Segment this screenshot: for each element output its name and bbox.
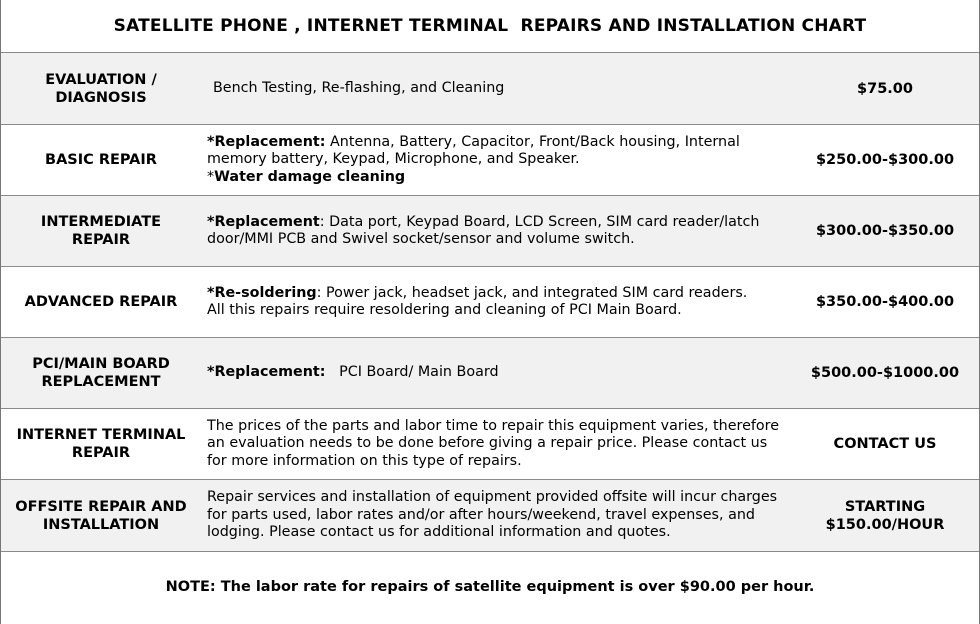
- contact-us-label: CONTACT US: [833, 436, 937, 452]
- chart-title: SATELLITE PHONE , INTERNET TERMINAL REPAIRS AND INSTALLATION CHART: [1, 0, 979, 53]
- description-text: The prices of the parts and labor time to repair this equipment varies, therefore an evaluation needs to be done before giving a repair price. Please contact us for more information on this type of repairs.: [207, 417, 780, 469]
- table-row-advanced-repair: [1, 267, 979, 338]
- service-description: [201, 285, 791, 320]
- service-description: [201, 418, 791, 471]
- service-name-line2: INSTALLATION: [42, 516, 160, 533]
- table-row-internet-terminal: [1, 409, 979, 480]
- service-name: [1, 71, 201, 107]
- price-line1: STARTING: [844, 498, 926, 515]
- service-description: [201, 364, 791, 382]
- description-prefix: *: [207, 168, 215, 185]
- service-price: $350.00-$400.00: [815, 294, 955, 310]
- table-row-offsite: [1, 480, 979, 552]
- table-row-basic-repair: [1, 125, 979, 196]
- price-line2: $150.00/HOUR: [825, 516, 945, 533]
- service-name: [1, 498, 201, 534]
- service-name-line1: INTERMEDIATE: [40, 214, 162, 230]
- service-name-line2: REPLACEMENT: [41, 374, 161, 390]
- description-bold: *Replacement:: [207, 133, 326, 150]
- service-price: $75.00: [857, 80, 913, 97]
- service-name-line1: EVALUATION /: [45, 71, 157, 88]
- service-name: [1, 213, 201, 249]
- service-price: $250.00-$300.00: [815, 152, 955, 168]
- description-text-2: All this repairs require resoldering and cleaning of PCI Main Board.: [207, 302, 682, 318]
- description-text: : Power jack, headset jack, and integrated SIM card readers.: [316, 284, 748, 301]
- description-text: : Data port, Keypad Board, LCD Screen, SIM card reader/latch door/MMI PCB and Swivel socket/sensor and volume switch.: [207, 213, 760, 247]
- service-name-line2: REPAIR: [71, 232, 131, 248]
- service-name: BASIC REPAIR: [45, 152, 157, 168]
- description-text: Antenna, Battery, Capacitor, Front/Back housing, Internal memory battery, Keypad, Microphone, and Speaker.: [207, 133, 740, 168]
- service-name-line2: REPAIR: [71, 445, 131, 461]
- description-bold: *Replacement:: [207, 364, 326, 381]
- service-description: [201, 214, 791, 249]
- service-name-line2: DIAGNOSIS: [55, 89, 147, 106]
- description-text: Repair services and installation of equipment provided offsite will incur charges for parts used, labor rates and/or after hours/weekend, travel expenses, and lodging. Please contact us for additional information and quotes.: [207, 489, 778, 541]
- description-bold-2: Water damage cleaning: [214, 168, 406, 185]
- service-name: [1, 355, 201, 391]
- description-bold: *Replacement: [207, 213, 320, 230]
- service-price: $500.00-$1000.00: [810, 365, 960, 381]
- service-price: $300.00-$350.00: [815, 223, 955, 239]
- service-name-line1: PCI/MAIN BOARD: [32, 356, 170, 372]
- description-bold: *Re-soldering: [207, 284, 317, 301]
- service-description: [201, 80, 791, 98]
- table-row-pci-main-board: [1, 338, 979, 409]
- service-name: [1, 426, 201, 462]
- table-row-intermediate-repair: [1, 196, 979, 267]
- description-text: PCI Board/ Main Board: [325, 364, 499, 381]
- service-description: [201, 134, 791, 187]
- table-row-evaluation: [1, 53, 979, 125]
- service-name: ADVANCED REPAIR: [24, 294, 178, 310]
- labor-rate-note: NOTE: The labor rate for repairs of satellite equipment is over $90.00 per hour.: [165, 579, 815, 595]
- service-name-line1: INTERNET TERMINAL: [16, 427, 186, 443]
- service-name-line1: OFFSITE REPAIR AND: [15, 498, 187, 515]
- service-description: [201, 489, 791, 542]
- service-price: [791, 498, 979, 534]
- description-text: Bench Testing, Re-flashing, and Cleaning: [213, 79, 505, 96]
